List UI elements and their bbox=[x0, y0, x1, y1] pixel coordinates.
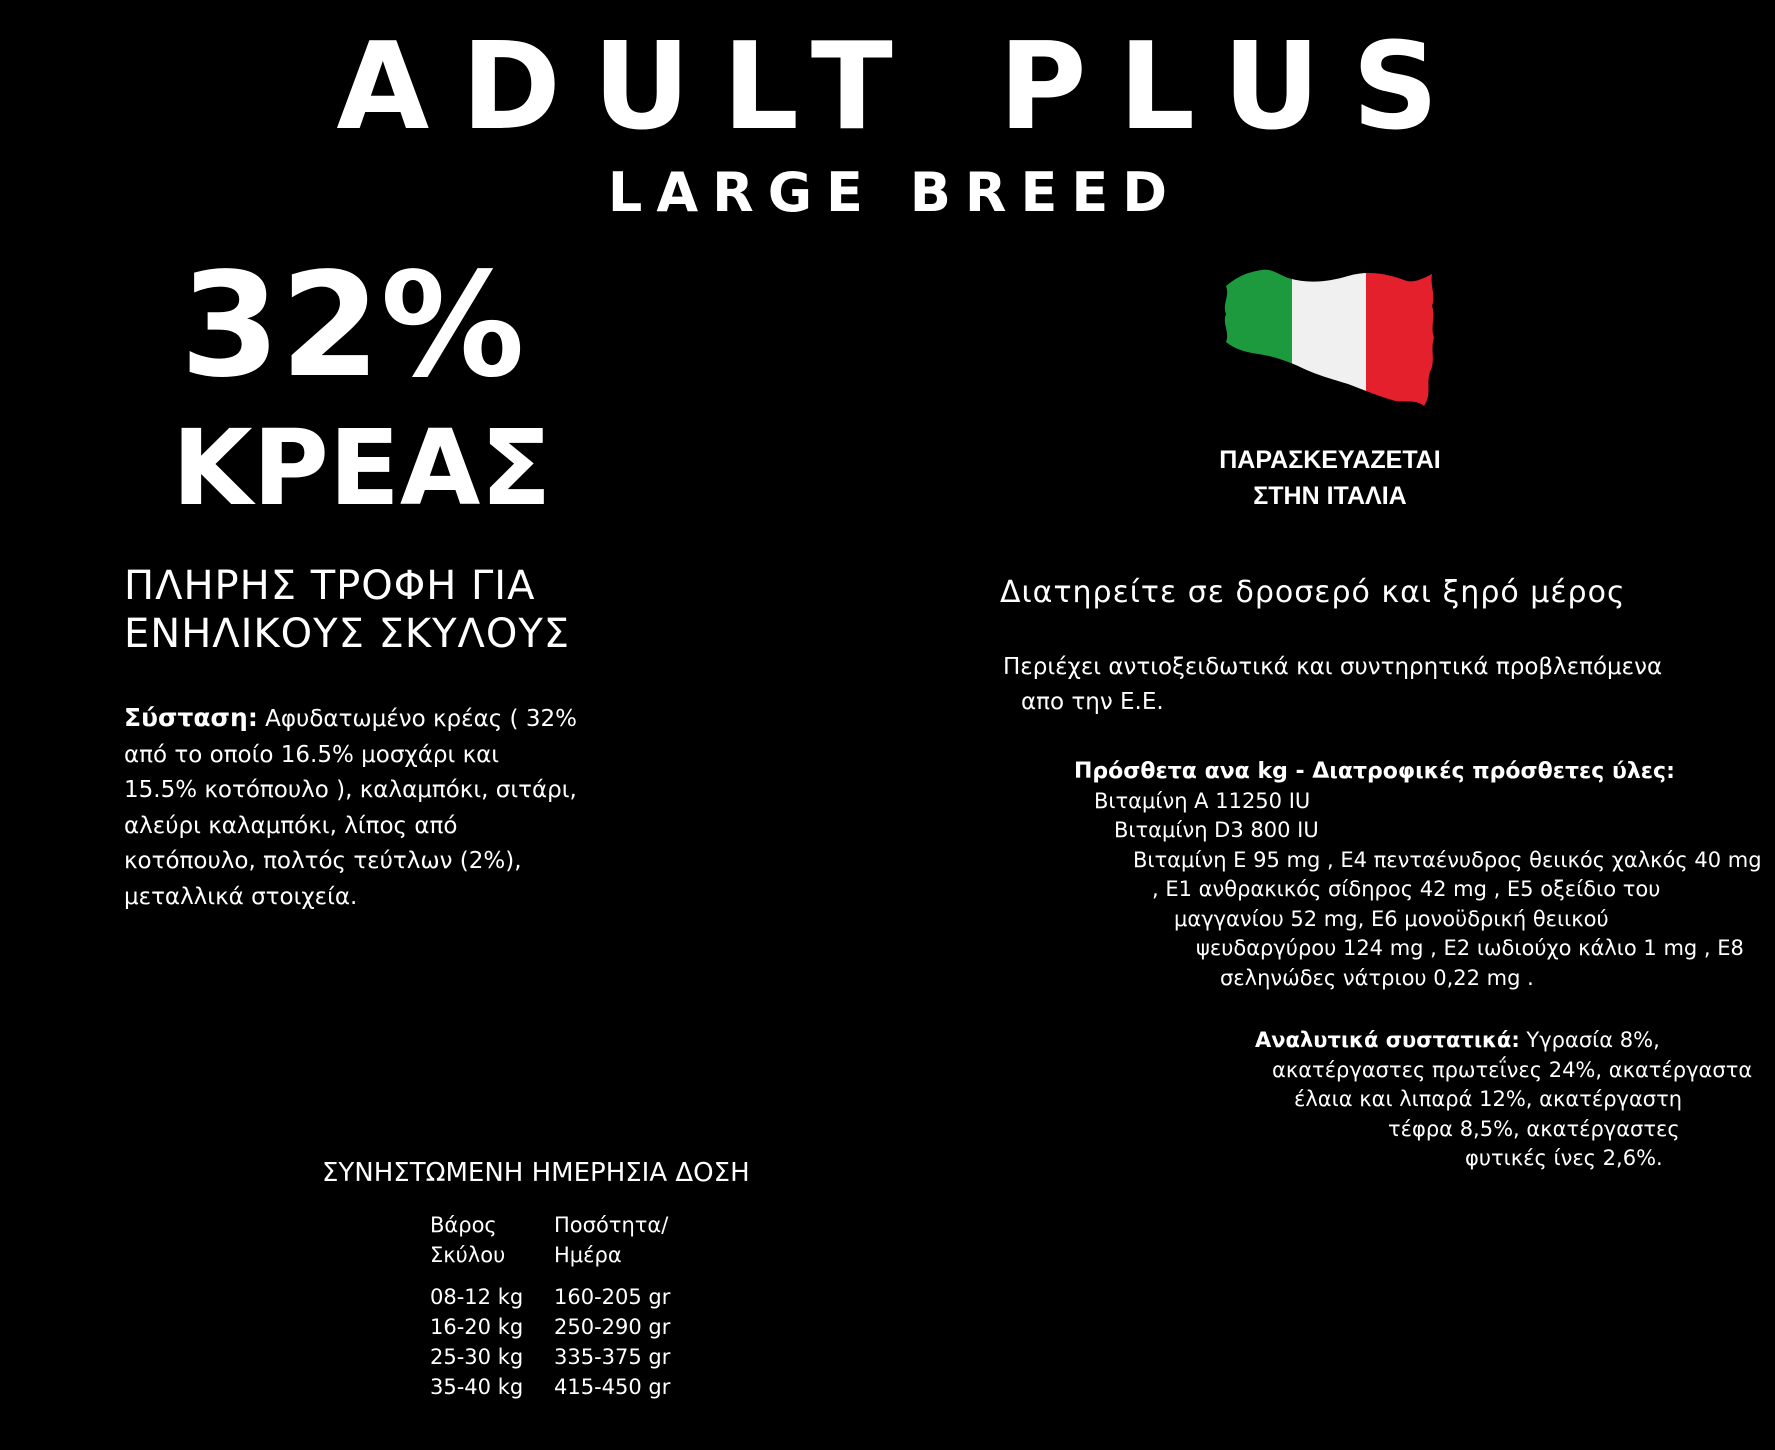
quantity-header-line: Ημέρα bbox=[554, 1243, 622, 1267]
analytic-heading: Αναλυτικά συστατικά: bbox=[1255, 1028, 1520, 1052]
additives-line: Βιταμίνη Ε 95 mg , E4 πενταένυδρος θειικός χαλκός 40 mg bbox=[1133, 847, 1762, 872]
made-in-italy bbox=[1165, 442, 1495, 514]
additives-line: Βιταμίνη D3 800 IU bbox=[1114, 818, 1319, 842]
quantity-header-line: Ποσότητα/ bbox=[554, 1213, 669, 1237]
antioxidants-line: απο την Ε.Ε. bbox=[1021, 689, 1164, 715]
composition-line: μεταλλικά στοιχεία. bbox=[124, 883, 358, 910]
product-title: ADULT PLUS bbox=[336, 18, 1471, 157]
quantity-cell: 415-450 gr bbox=[554, 1375, 671, 1399]
antioxidants-line: Περιέχει αντιοξειδωτικά και συντηρητικά προβλεπόμενα bbox=[1003, 654, 1663, 680]
analytic-line: ακατέργαστες πρωτεΐνες 24%, ακατέργαστα bbox=[1272, 1057, 1753, 1082]
weight-header-line: Σκύλου bbox=[430, 1243, 506, 1267]
composition-line: 15.5% κοτόπουλο ), καλαμπόκι, σιτάρι, bbox=[124, 777, 577, 803]
dog-weight-cell: 16-20 kg bbox=[430, 1315, 524, 1339]
complete-food-description bbox=[124, 562, 570, 658]
meat-label: ΚΡΕΑΣ bbox=[172, 407, 552, 529]
meat-percentage: 32% bbox=[180, 241, 525, 409]
analytic-line: φυτικές ίνες 2,6%. bbox=[1465, 1146, 1663, 1170]
description-line: ΕΝΗΛΙΚΟΥΣ ΣΚΥΛΟΥΣ bbox=[124, 611, 571, 657]
additives-line: Βιταμίνη Α 11250 IU bbox=[1094, 788, 1311, 813]
additives-line: σεληνώδες νάτριου 0,22 mg . bbox=[1220, 965, 1534, 990]
table-row bbox=[430, 1282, 694, 1312]
additives-line: , E1 ανθρακικός σίδηρος 42 mg , E5 οξείδιο του bbox=[1152, 877, 1661, 901]
additives-heading: Πρόσθετα ανα kg - Διατροφικές πρόσθετες ύλες: bbox=[1074, 759, 1675, 784]
product-subtitle: LARGE BREED bbox=[607, 161, 1182, 224]
dog-weight-cell: 08-12 kg bbox=[430, 1285, 524, 1309]
storage-instructions: Διατηρείτε σε δροσερό και ξηρό μέρος bbox=[1000, 575, 1626, 610]
additives-line: ψευδαργύρου 124 mg , E2 ιωδιούχο κάλιο 1 mg , E8 bbox=[1196, 936, 1744, 960]
dosage-table bbox=[430, 1210, 694, 1402]
composition-block bbox=[124, 700, 624, 915]
quantity-header bbox=[554, 1210, 694, 1282]
composition-line: κοτόπουλο, πολτός τεύτλων (2%), bbox=[124, 848, 522, 874]
quantity-cell: 160-205 gr bbox=[554, 1285, 671, 1309]
flag-white-band bbox=[1292, 266, 1366, 412]
analytic-line bbox=[1255, 1026, 1735, 1056]
additives-block bbox=[1074, 757, 1762, 993]
composition-label: Σύσταση: bbox=[124, 703, 258, 732]
quantity-cell: 335-375 gr bbox=[554, 1345, 671, 1369]
analytic-line: έλαια και λιπαρά 12%, ακατέργαστη bbox=[1294, 1087, 1683, 1111]
composition-line bbox=[124, 700, 624, 738]
made-in-line: ΣΤΗΝ ΙΤΑΛΙΑ bbox=[1253, 482, 1407, 510]
quantity-cell: 250-290 gr bbox=[554, 1315, 671, 1339]
dosage-header-row bbox=[430, 1210, 694, 1282]
analytic-first: Υγρασία 8%, bbox=[1519, 1028, 1660, 1052]
daily-dose-title: ΣΥΝΗΣΤΩΜΕΝΗ ΗΜΕΡΗΣΙΑ ΔΟΣΗ bbox=[322, 1158, 750, 1188]
analytic-constituents bbox=[1255, 1026, 1753, 1174]
table-row bbox=[430, 1372, 694, 1402]
flag-red-band bbox=[1366, 266, 1438, 412]
dog-weight-cell: 35-40 kg bbox=[430, 1375, 524, 1399]
composition-line: αλεύρι καλαμπόκι, λίπος από bbox=[124, 812, 458, 839]
composition-text: Αφυδατωμένο κρέας ( 32% bbox=[257, 706, 577, 732]
description-line: ΠΛΗΡΗΣ ΤΡΟΦΗ ΓΙΑ bbox=[124, 563, 536, 609]
made-in-line: ΠΑΡΑΣΚΕΥΑΖΕΤΑΙ bbox=[1219, 446, 1441, 474]
additives-line: μαγγανίου 52 mg, E6 μονοϋδρική θειικού bbox=[1174, 906, 1609, 931]
composition-line: από το οποίο 16.5% μοσχάρι και bbox=[124, 741, 500, 768]
weight-header bbox=[430, 1210, 554, 1282]
italian-flag-icon bbox=[1218, 266, 1438, 412]
analytic-line: τέφρα 8,5%, ακατέργαστες bbox=[1388, 1116, 1680, 1141]
antioxidants-note bbox=[1003, 650, 1662, 720]
table-row bbox=[430, 1342, 694, 1372]
table-row bbox=[430, 1312, 694, 1342]
dog-weight-cell: 25-30 kg bbox=[430, 1345, 524, 1369]
flag-green-band bbox=[1218, 266, 1292, 412]
weight-header-line: Βάρος bbox=[430, 1213, 497, 1237]
